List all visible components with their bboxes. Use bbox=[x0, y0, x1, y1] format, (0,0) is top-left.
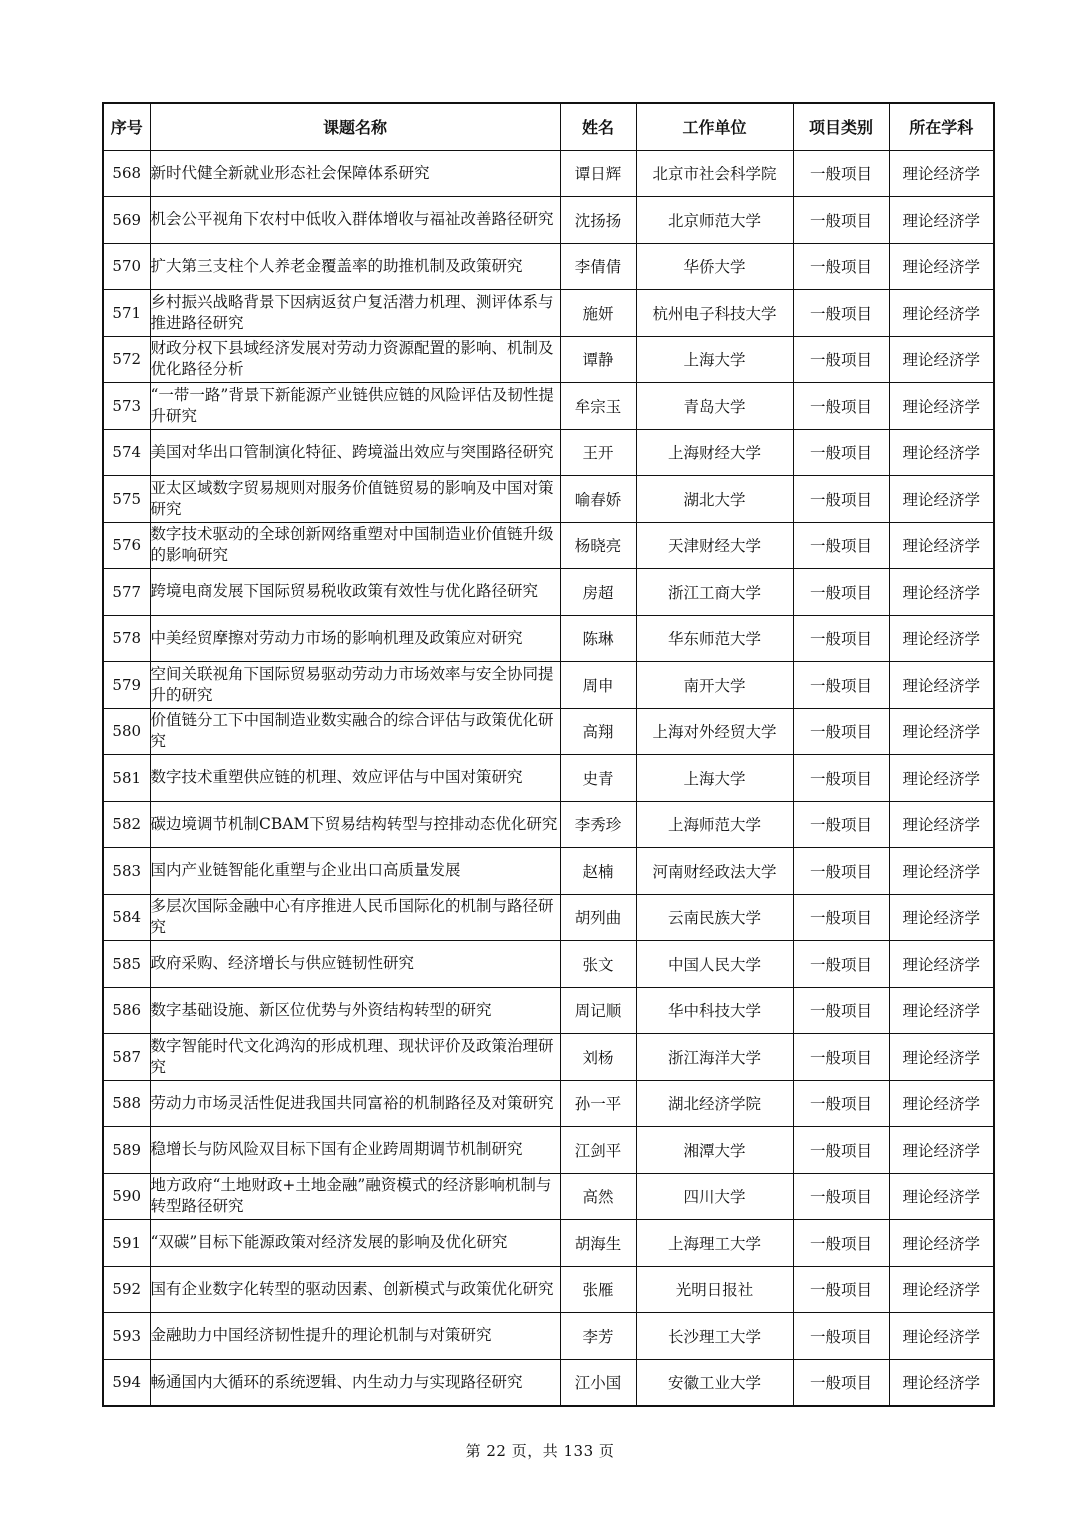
cell-name: 高然 bbox=[560, 1173, 636, 1220]
cell-name: 江剑平 bbox=[560, 1127, 636, 1174]
cell-discipline: 理论经济学 bbox=[889, 290, 994, 337]
cell-category: 一般项目 bbox=[793, 801, 889, 848]
cell-unit: 河南财经政法大学 bbox=[636, 848, 793, 895]
cell-title: 金融助力中国经济韧性提升的理论机制与对策研究 bbox=[150, 1313, 560, 1360]
cell-category: 一般项目 bbox=[793, 290, 889, 337]
cell-name: 牟宗玉 bbox=[560, 383, 636, 430]
cell-category: 一般项目 bbox=[793, 615, 889, 662]
cell-title: 碳边境调节机制CBAM下贸易结构转型与控排动态优化研究 bbox=[150, 801, 560, 848]
table-row bbox=[103, 755, 994, 802]
cell-name: 喻春娇 bbox=[560, 476, 636, 523]
cell-unit: 中国人民大学 bbox=[636, 941, 793, 988]
cell-unit: 青岛大学 bbox=[636, 383, 793, 430]
cell-discipline: 理论经济学 bbox=[889, 708, 994, 755]
table-row bbox=[103, 476, 994, 523]
table-body bbox=[103, 150, 994, 1406]
table-row bbox=[103, 662, 994, 709]
cell-unit: 南开大学 bbox=[636, 662, 793, 709]
cell-name: 沈扬扬 bbox=[560, 197, 636, 244]
header-category: 项目类别 bbox=[793, 103, 889, 150]
cell-discipline: 理论经济学 bbox=[889, 1034, 994, 1081]
cell-title: 亚太区域数字贸易规则对服务价值链贸易的影响及中国对策研究 bbox=[150, 476, 560, 523]
cell-category: 一般项目 bbox=[793, 941, 889, 988]
table-row bbox=[103, 569, 994, 616]
cell-serial: 577 bbox=[103, 569, 150, 616]
cell-serial: 579 bbox=[103, 662, 150, 709]
cell-name: 周记顺 bbox=[560, 987, 636, 1034]
cell-serial: 578 bbox=[103, 615, 150, 662]
cell-unit: 浙江海洋大学 bbox=[636, 1034, 793, 1081]
cell-name: 张雁 bbox=[560, 1266, 636, 1313]
project-table bbox=[102, 102, 995, 1407]
header-name: 姓名 bbox=[560, 103, 636, 150]
table-row bbox=[103, 941, 994, 988]
cell-unit: 光明日报社 bbox=[636, 1266, 793, 1313]
cell-serial: 593 bbox=[103, 1313, 150, 1360]
cell-unit: 湘潭大学 bbox=[636, 1127, 793, 1174]
cell-serial: 583 bbox=[103, 848, 150, 895]
cell-serial: 575 bbox=[103, 476, 150, 523]
cell-unit: 华中科技大学 bbox=[636, 987, 793, 1034]
cell-name: 谭日辉 bbox=[560, 150, 636, 197]
header-unit: 工作单位 bbox=[636, 103, 793, 150]
cell-serial: 591 bbox=[103, 1220, 150, 1267]
table-row bbox=[103, 894, 994, 941]
cell-discipline: 理论经济学 bbox=[889, 894, 994, 941]
cell-category: 一般项目 bbox=[793, 1359, 889, 1406]
cell-serial: 588 bbox=[103, 1080, 150, 1127]
cell-name: 李秀珍 bbox=[560, 801, 636, 848]
cell-name: 张文 bbox=[560, 941, 636, 988]
cell-name: 陈琳 bbox=[560, 615, 636, 662]
table-row bbox=[103, 243, 994, 290]
cell-discipline: 理论经济学 bbox=[889, 1266, 994, 1313]
cell-serial: 570 bbox=[103, 243, 150, 290]
cell-unit: 上海财经大学 bbox=[636, 429, 793, 476]
cell-category: 一般项目 bbox=[793, 336, 889, 383]
cell-discipline: 理论经济学 bbox=[889, 1080, 994, 1127]
cell-unit: 上海对外经贸大学 bbox=[636, 708, 793, 755]
cell-name: 高翔 bbox=[560, 708, 636, 755]
table-row bbox=[103, 801, 994, 848]
cell-title: 地方政府“土地财政+土地金融”融资模式的经济影响机制与转型路径研究 bbox=[150, 1173, 560, 1220]
cell-discipline: 理论经济学 bbox=[889, 383, 994, 430]
cell-name: 赵楠 bbox=[560, 848, 636, 895]
cell-discipline: 理论经济学 bbox=[889, 801, 994, 848]
cell-serial: 574 bbox=[103, 429, 150, 476]
cell-unit: 北京市社会科学院 bbox=[636, 150, 793, 197]
cell-discipline: 理论经济学 bbox=[889, 1127, 994, 1174]
cell-title: 机会公平视角下农村中低收入群体增收与福祉改善路径研究 bbox=[150, 197, 560, 244]
cell-title: 空间关联视角下国际贸易驱动劳动力市场效率与安全协同提升的研究 bbox=[150, 662, 560, 709]
cell-unit: 杭州电子科技大学 bbox=[636, 290, 793, 337]
cell-name: 孙一平 bbox=[560, 1080, 636, 1127]
cell-discipline: 理论经济学 bbox=[889, 150, 994, 197]
cell-serial: 568 bbox=[103, 150, 150, 197]
cell-category: 一般项目 bbox=[793, 987, 889, 1034]
cell-serial: 589 bbox=[103, 1127, 150, 1174]
cell-name: 王开 bbox=[560, 429, 636, 476]
cell-discipline: 理论经济学 bbox=[889, 987, 994, 1034]
cell-title: 美国对华出口管制演化特征、跨境溢出效应与突围路径研究 bbox=[150, 429, 560, 476]
table-row bbox=[103, 150, 994, 197]
cell-name: 谭静 bbox=[560, 336, 636, 383]
cell-title: 跨境电商发展下国际贸易税收政策有效性与优化路径研究 bbox=[150, 569, 560, 616]
cell-name: 周申 bbox=[560, 662, 636, 709]
cell-unit: 湖北大学 bbox=[636, 476, 793, 523]
cell-discipline: 理论经济学 bbox=[889, 476, 994, 523]
cell-unit: 湖北经济学院 bbox=[636, 1080, 793, 1127]
cell-discipline: 理论经济学 bbox=[889, 1220, 994, 1267]
cell-name: 刘杨 bbox=[560, 1034, 636, 1081]
cell-serial: 573 bbox=[103, 383, 150, 430]
cell-discipline: 理论经济学 bbox=[889, 197, 994, 244]
cell-category: 一般项目 bbox=[793, 1127, 889, 1174]
cell-category: 一般项目 bbox=[793, 1034, 889, 1081]
cell-discipline: 理论经济学 bbox=[889, 1313, 994, 1360]
table-row bbox=[103, 615, 994, 662]
cell-title: 畅通国内大循环的系统逻辑、内生动力与实现路径研究 bbox=[150, 1359, 560, 1406]
cell-unit: 四川大学 bbox=[636, 1173, 793, 1220]
cell-title: 数字基础设施、新区位优势与外资结构转型的研究 bbox=[150, 987, 560, 1034]
cell-unit: 上海大学 bbox=[636, 336, 793, 383]
cell-unit: 北京师范大学 bbox=[636, 197, 793, 244]
cell-discipline: 理论经济学 bbox=[889, 569, 994, 616]
cell-name: 胡海生 bbox=[560, 1220, 636, 1267]
cell-category: 一般项目 bbox=[793, 1266, 889, 1313]
cell-title: 价值链分工下中国制造业数实融合的综合评估与政策优化研究 bbox=[150, 708, 560, 755]
cell-title: 扩大第三支柱个人养老金覆盖率的助推机制及政策研究 bbox=[150, 243, 560, 290]
cell-title: 中美经贸摩擦对劳动力市场的影响机理及政策应对研究 bbox=[150, 615, 560, 662]
table-row bbox=[103, 1127, 994, 1174]
cell-category: 一般项目 bbox=[793, 569, 889, 616]
cell-category: 一般项目 bbox=[793, 708, 889, 755]
cell-serial: 576 bbox=[103, 522, 150, 569]
cell-category: 一般项目 bbox=[793, 848, 889, 895]
cell-discipline: 理论经济学 bbox=[889, 615, 994, 662]
cell-serial: 590 bbox=[103, 1173, 150, 1220]
cell-serial: 594 bbox=[103, 1359, 150, 1406]
table-row bbox=[103, 1266, 994, 1313]
table-row bbox=[103, 197, 994, 244]
table-row bbox=[103, 1080, 994, 1127]
cell-unit: 安徽工业大学 bbox=[636, 1359, 793, 1406]
cell-name: 施妍 bbox=[560, 290, 636, 337]
cell-category: 一般项目 bbox=[793, 383, 889, 430]
cell-category: 一般项目 bbox=[793, 243, 889, 290]
cell-discipline: 理论经济学 bbox=[889, 848, 994, 895]
cell-unit: 长沙理工大学 bbox=[636, 1313, 793, 1360]
cell-serial: 587 bbox=[103, 1034, 150, 1081]
cell-title: 稳增长与防风险双目标下国有企业跨周期调节机制研究 bbox=[150, 1127, 560, 1174]
cell-title: 新时代健全新就业形态社会保障体系研究 bbox=[150, 150, 560, 197]
cell-discipline: 理论经济学 bbox=[889, 522, 994, 569]
cell-unit: 华东师范大学 bbox=[636, 615, 793, 662]
cell-discipline: 理论经济学 bbox=[889, 243, 994, 290]
table-row bbox=[103, 429, 994, 476]
cell-unit: 上海师范大学 bbox=[636, 801, 793, 848]
cell-discipline: 理论经济学 bbox=[889, 1359, 994, 1406]
table-row bbox=[103, 1173, 994, 1220]
cell-name: 杨晓亮 bbox=[560, 522, 636, 569]
cell-serial: 586 bbox=[103, 987, 150, 1034]
cell-title: 劳动力市场灵活性促进我国共同富裕的机制路径及对策研究 bbox=[150, 1080, 560, 1127]
cell-category: 一般项目 bbox=[793, 894, 889, 941]
cell-name: 胡列曲 bbox=[560, 894, 636, 941]
cell-category: 一般项目 bbox=[793, 150, 889, 197]
table-header-row bbox=[103, 103, 994, 150]
table-row bbox=[103, 522, 994, 569]
cell-name: 李芳 bbox=[560, 1313, 636, 1360]
cell-title: 国内产业链智能化重塑与企业出口高质量发展 bbox=[150, 848, 560, 895]
cell-title: 数字技术驱动的全球创新网络重塑对中国制造业价值链升级的影响研究 bbox=[150, 522, 560, 569]
table-row bbox=[103, 383, 994, 430]
cell-discipline: 理论经济学 bbox=[889, 1173, 994, 1220]
cell-serial: 580 bbox=[103, 708, 150, 755]
cell-serial: 581 bbox=[103, 755, 150, 802]
cell-title: 国有企业数字化转型的驱动因素、创新模式与政策优化研究 bbox=[150, 1266, 560, 1313]
cell-name: 房超 bbox=[560, 569, 636, 616]
cell-category: 一般项目 bbox=[793, 197, 889, 244]
cell-category: 一般项目 bbox=[793, 522, 889, 569]
cell-discipline: 理论经济学 bbox=[889, 336, 994, 383]
cell-title: “双碳”目标下能源政策对经济发展的影响及优化研究 bbox=[150, 1220, 560, 1267]
cell-unit: 上海理工大学 bbox=[636, 1220, 793, 1267]
page-footer: 第 22 页，共 133 页 bbox=[465, 1442, 615, 1460]
cell-name: 史青 bbox=[560, 755, 636, 802]
cell-title: “一带一路”背景下新能源产业链供应链的风险评估及韧性提升研究 bbox=[150, 383, 560, 430]
cell-serial: 582 bbox=[103, 801, 150, 848]
cell-title: 政府采购、经济增长与供应链韧性研究 bbox=[150, 941, 560, 988]
cell-title: 多层次国际金融中心有序推进人民币国际化的机制与路径研究 bbox=[150, 894, 560, 941]
cell-category: 一般项目 bbox=[793, 662, 889, 709]
cell-serial: 585 bbox=[103, 941, 150, 988]
cell-discipline: 理论经济学 bbox=[889, 755, 994, 802]
cell-serial: 572 bbox=[103, 336, 150, 383]
cell-title: 乡村振兴战略背景下因病返贫户复活潜力机理、测评体系与推进路径研究 bbox=[150, 290, 560, 337]
cell-unit: 云南民族大学 bbox=[636, 894, 793, 941]
table-row bbox=[103, 1359, 994, 1406]
table-row bbox=[103, 708, 994, 755]
cell-title: 数字技术重塑供应链的机理、效应评估与中国对策研究 bbox=[150, 755, 560, 802]
cell-serial: 571 bbox=[103, 290, 150, 337]
cell-category: 一般项目 bbox=[793, 429, 889, 476]
cell-category: 一般项目 bbox=[793, 1220, 889, 1267]
cell-discipline: 理论经济学 bbox=[889, 662, 994, 709]
cell-unit: 上海大学 bbox=[636, 755, 793, 802]
cell-serial: 584 bbox=[103, 894, 150, 941]
table-row bbox=[103, 1220, 994, 1267]
cell-category: 一般项目 bbox=[793, 1313, 889, 1360]
cell-discipline: 理论经济学 bbox=[889, 941, 994, 988]
cell-unit: 华侨大学 bbox=[636, 243, 793, 290]
header-discipline: 所在学科 bbox=[889, 103, 994, 150]
cell-category: 一般项目 bbox=[793, 476, 889, 523]
cell-name: 李倩倩 bbox=[560, 243, 636, 290]
header-serial: 序号 bbox=[103, 103, 150, 150]
table-row bbox=[103, 987, 994, 1034]
cell-title: 财政分权下县域经济发展对劳动力资源配置的影响、机制及优化路径分析 bbox=[150, 336, 560, 383]
header-title: 课题名称 bbox=[150, 103, 560, 150]
cell-category: 一般项目 bbox=[793, 755, 889, 802]
table-row bbox=[103, 290, 994, 337]
cell-name: 江小国 bbox=[560, 1359, 636, 1406]
table-row bbox=[103, 848, 994, 895]
cell-discipline: 理论经济学 bbox=[889, 429, 994, 476]
table-row bbox=[103, 336, 994, 383]
table-row bbox=[103, 1034, 994, 1081]
cell-unit: 天津财经大学 bbox=[636, 522, 793, 569]
cell-unit: 浙江工商大学 bbox=[636, 569, 793, 616]
cell-serial: 569 bbox=[103, 197, 150, 244]
table-row bbox=[103, 1313, 994, 1360]
cell-title: 数字智能时代文化鸿沟的形成机理、现状评价及政策治理研究 bbox=[150, 1034, 560, 1081]
cell-category: 一般项目 bbox=[793, 1080, 889, 1127]
cell-category: 一般项目 bbox=[793, 1173, 889, 1220]
cell-serial: 592 bbox=[103, 1266, 150, 1313]
